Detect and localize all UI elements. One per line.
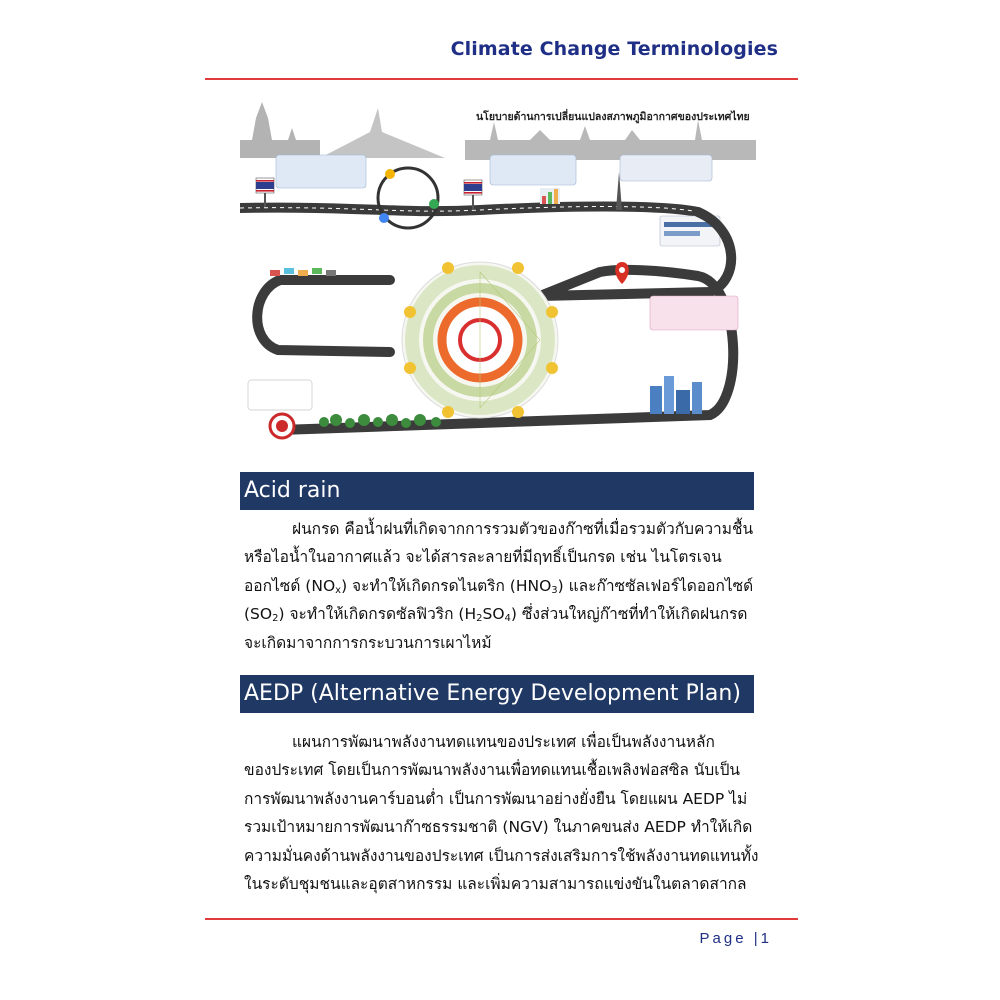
- bar-2: [548, 192, 552, 204]
- target-icon: [270, 414, 294, 438]
- aedp-line-4: รวมเป้าหมายการพัฒนาก๊าซธรรมชาติ (NGV) ในภาคขนส่ง AEDP ทำให้เกิด: [244, 818, 753, 837]
- running-header: Climate Change Terminologies: [450, 38, 778, 60]
- acid-rain-paragraph: [244, 515, 756, 657]
- line3-sub-3: 3: [551, 584, 558, 596]
- header-rule: [205, 78, 798, 80]
- aedp-line-5: ความมั่นคงด้านพลังงานของประเทศ เป็นการส่งเสริมการใช้พลังงานทดแทนทั้ง: [244, 846, 759, 865]
- section-heading-acid-rain: Acid rain: [240, 472, 754, 510]
- line4-sub-2b: 2: [476, 613, 483, 625]
- aedp-line-2: ของประเทศ โดยเป็นการพัฒนาพลังงานเพื่อทดแทนเชื้อเพลิงฟอสซิล นับเป็น: [244, 761, 741, 780]
- acid-rain-line-5: จะเกิดมาจากการกระบวนการเผาไหม้: [244, 633, 492, 652]
- progress-bar-2: [664, 231, 700, 236]
- note-box-2573: [248, 380, 312, 410]
- aedp-line-1: แผนการพัฒนาพลังงานทดแทนของประเทศ เพื่อเป็นพลังงานหลัก: [292, 733, 715, 751]
- line3-part-b: ) จะทำให้เกิดกรดไนตริก (HNO: [341, 576, 552, 595]
- line4-part-a: (SO: [244, 605, 273, 624]
- footer-rule: [205, 918, 798, 920]
- line3-part-a: ออกไซด์ (NO: [244, 576, 336, 595]
- bar-1: [542, 196, 546, 204]
- acid-rain-line-2: หรือไอน้ำในอากาศแล้ว จะได้สารละลายที่มีฤทธิ์เป็นกรด เช่น ไนโตรเจน: [244, 548, 722, 567]
- page-number: Page |1: [699, 930, 772, 947]
- note-box-paris: [620, 155, 712, 181]
- sector-wheel: [402, 262, 558, 418]
- line4-sub-4: 4: [504, 613, 511, 625]
- acid-rain-line-3: [244, 572, 756, 600]
- line4-part-mid: SO: [482, 605, 505, 624]
- note-box-namas: [276, 155, 366, 188]
- line4-sub-2a: 2: [272, 613, 279, 625]
- line3-part-c: ) และก๊าซซัลเฟอร์ไดออกไซด์: [557, 576, 754, 595]
- section-heading-aedp: AEDP (Alternative Energy Development Plan): [240, 675, 754, 713]
- bar-3: [554, 189, 558, 204]
- note-box-indc: [490, 155, 576, 185]
- progress-bar-1: [664, 222, 714, 227]
- aedp-line-6: ในระดับชุมชนและอุตสาหกรรม และเพิ่มความสามารถแข่งขันในตลาดสากล: [244, 875, 747, 894]
- infographic-title: นโยบายด้านการเปลี่ยนแปลงสภาพภูมิอากาศของประเทศไทย: [476, 111, 750, 123]
- line4-part-c: ) ซึ่งส่วนใหญ่ก๊าซที่ทำให้เกิดฝนกรด: [510, 605, 748, 624]
- road-top: [240, 207, 698, 213]
- aedp-line-3: การพัฒนาพลังงานคาร์บอนต่ำ เป็นการพัฒนาอย่างยั่งยืน โดยแผน AEDP ไม่: [244, 789, 748, 808]
- acid-rain-line-4: [244, 600, 756, 628]
- line4-part-b: ) จะทำให้เกิดกรดซัลฟิวริก (H: [278, 605, 477, 624]
- aedp-paragraph: [244, 728, 759, 898]
- acid-rain-line-1: ฝนกรด คือน้ำฝนที่เกิดจากการรวมตัวของก๊าซที่เมื่อรวมตัวกับความชื้น: [292, 520, 754, 538]
- note-box-2563: [650, 296, 738, 330]
- infographic-svg: [240, 100, 756, 458]
- line3-sub-x: x: [335, 584, 342, 596]
- policy-infographic: [240, 100, 756, 458]
